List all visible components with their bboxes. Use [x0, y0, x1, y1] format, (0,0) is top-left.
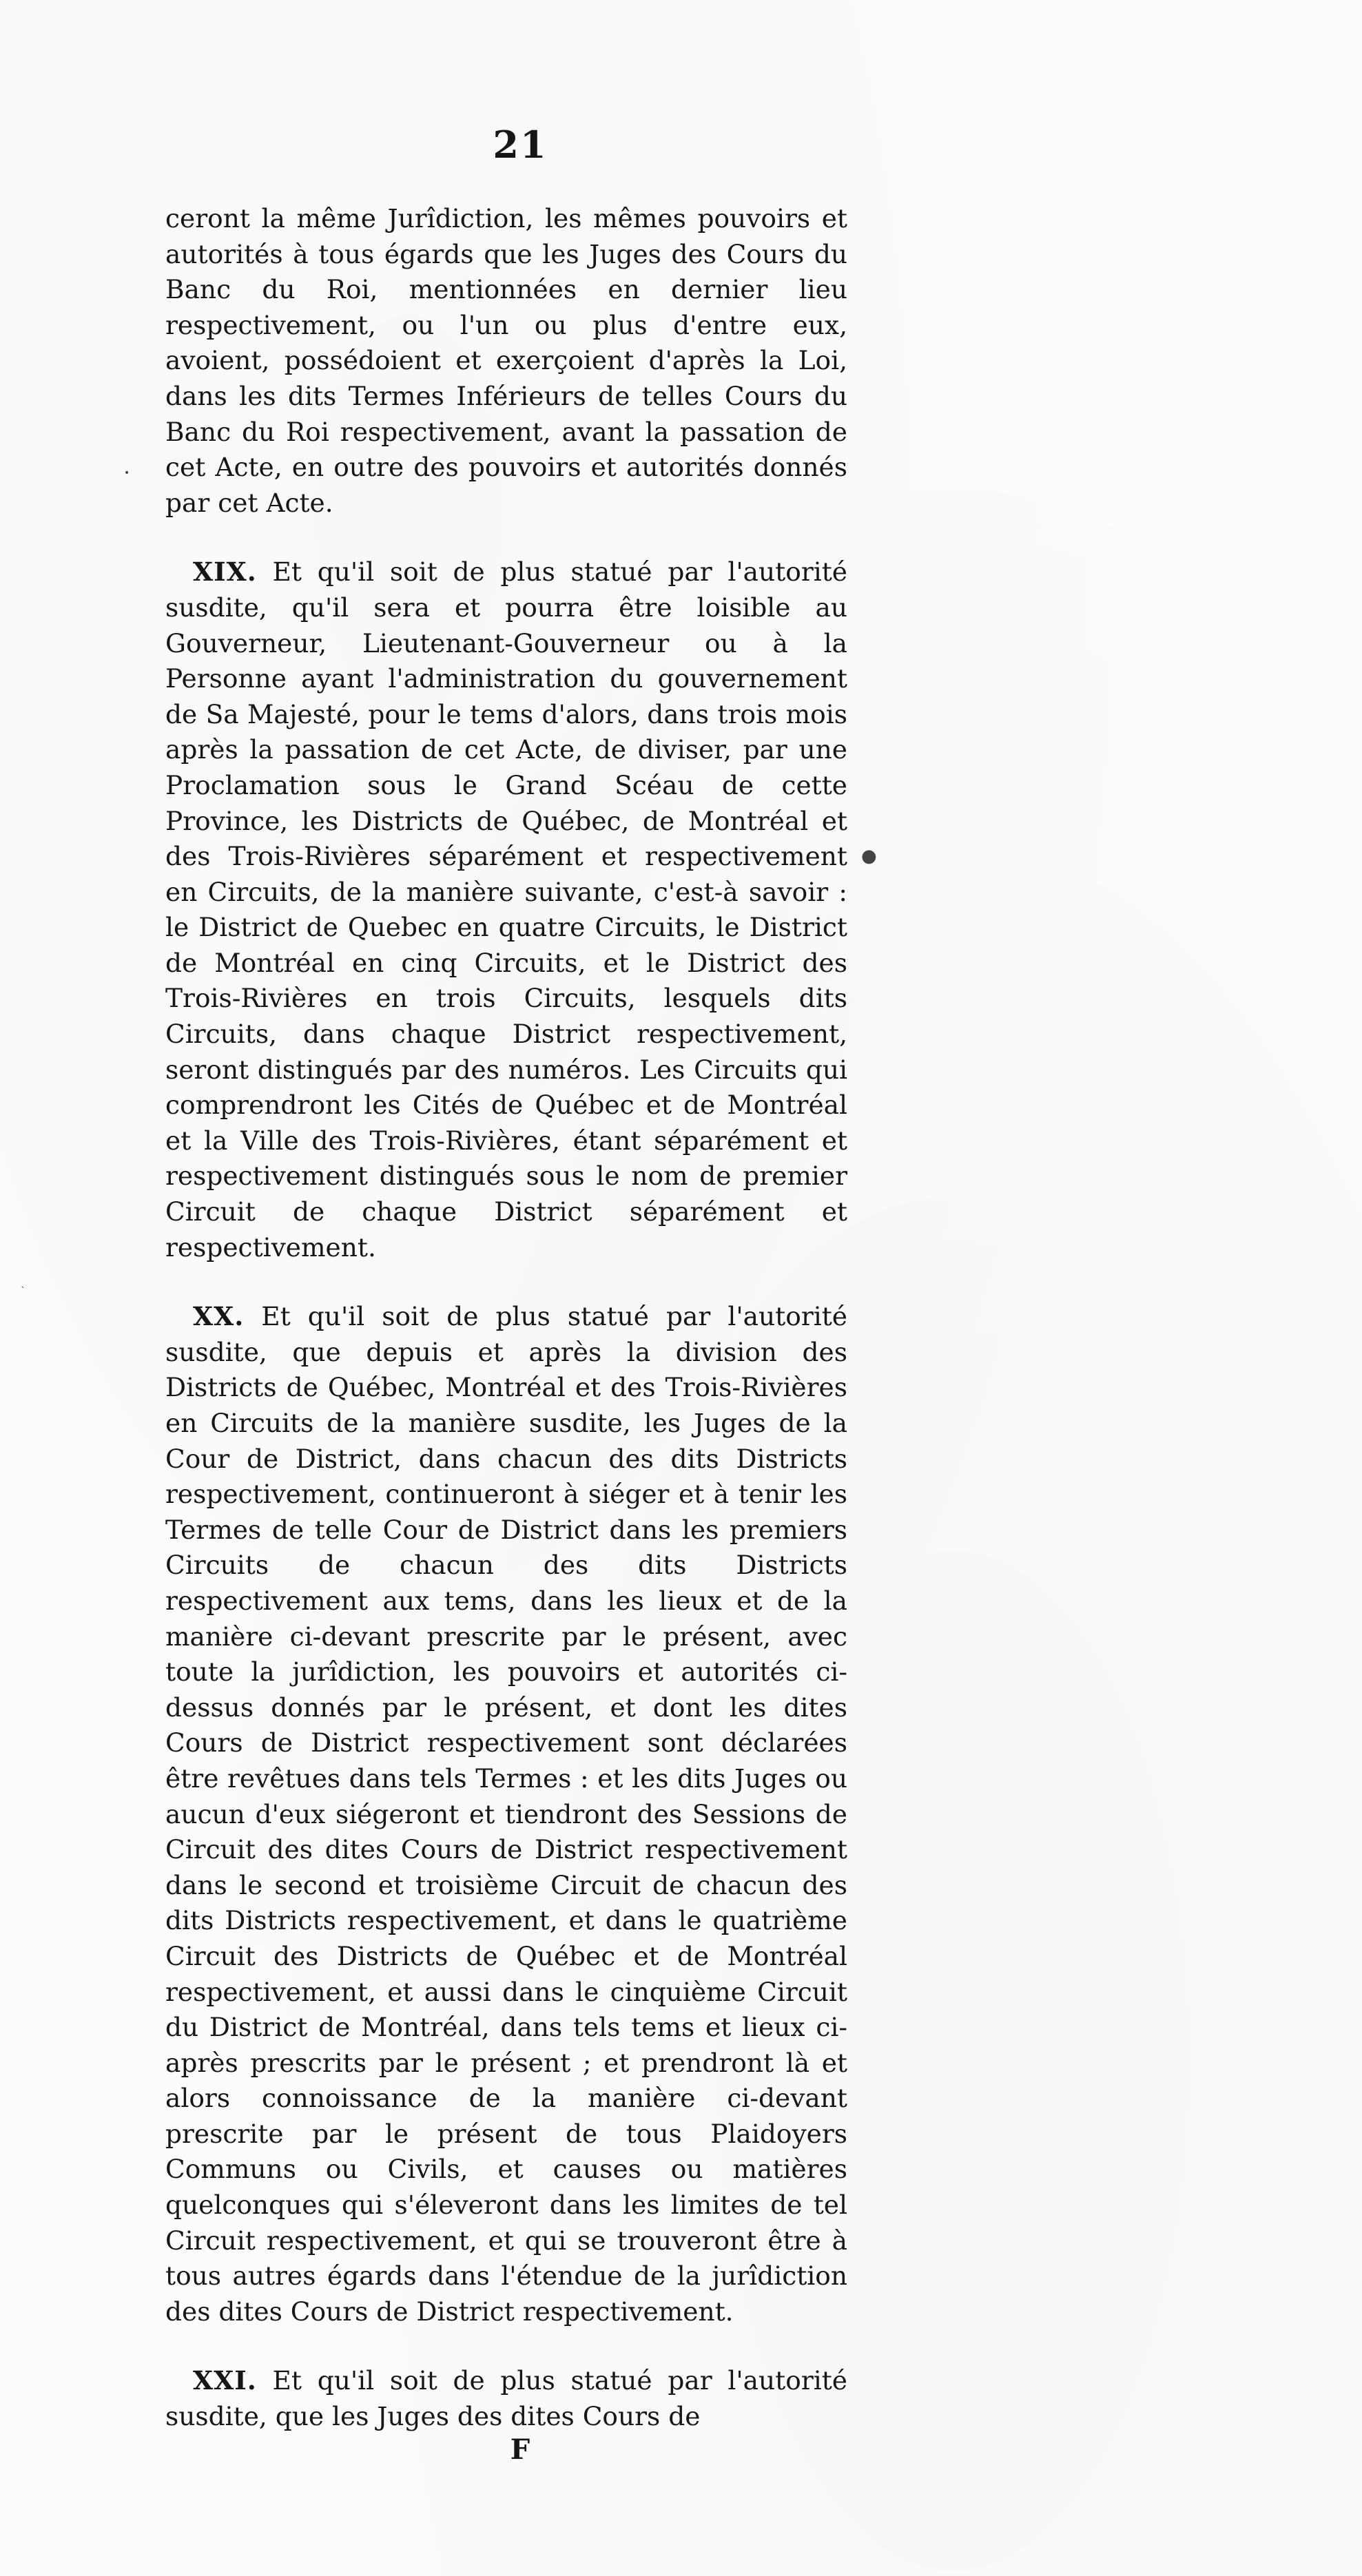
scan-speck-mark: ● [861, 846, 877, 866]
paragraph-continuation [165, 201, 847, 521]
paragraph-text: ceront la même Jurîdiction, les mêmes pouvoirs et autorités à tous égards que les Juges des Cours du Banc du Roi, mentionnées en dernier lieu respectivement, ou l'un ou plus d'entre eux, avoient, possédoient et exerçoient d'après la Loi, dans les dits Termes Inférieurs de telles Cours du Banc du Roi respectivement, avant la passation de cet Acte, en outre des pouvoirs et autorités donnés par cet Acte. [165, 203, 847, 518]
paragraph-text: Et qu'il soit de plus statué par l'autorité susdite, que les Juges des dites Cours de [165, 2365, 848, 2432]
section-number: XXI. [193, 2365, 257, 2396]
scan-speck-mark: • [124, 468, 130, 479]
section-number: XX. [193, 1301, 245, 1332]
page-number: 21 [493, 123, 548, 167]
paragraph-text: Et qu'il soit de plus statué par l'autorité susdite, que depuis et après la division des Districts de Québec, Montréal et des Trois-Rivières en Circuits de la manière susdite, les Juges de la Cour de District, dans chacun des dits Districts respectivement, continueront à siéger et à tenir les Termes de telle Cour de District dans les premiers Circuits de chacun des dits Districts respectivement aux tems, dans les lieux et de la manière ci-devant prescrite par le présent, avec toute la jurîdiction, les pouvoirs et autorités ci-dessus donnés par le présent, et dont les dites Cours de District respectivement sont déclarées être revêtues dans tels Termes : et les dits Juges ou aucun d'eux siégeront et tiendront des Sessions de Circuit des dites Cours de District respectivement dans le second et troisième Circuit de chacun des dits Districts respectivement, et dans le quatrième Circuit des Districts de Québec et de Montréal respectivement, et aussi dans le cinquième Circuit du District de Montréal, dans tels tems et lieux ci-après prescrits par le présent ; et prendront là et alors connoissance de la manière ci-devant prescrite par le présent de tous Plaidoyers Communs ou Civils, et causes ou matières quelconques qui s'éleveront dans les limites de tel Circuit respectivement, et qui se trouveront être à tous autres égards dans l'étendue de la jurîdiction des dites Cours de District respectivement. [165, 1301, 847, 2327]
text-column [165, 124, 847, 2464]
scan-speck-mark: ` [21, 1286, 25, 1297]
section-number: XIX. [193, 557, 257, 588]
paragraph-text: Et qu'il soit de plus statué par l'autorité susdite, qu'il sera et pourra être loisible au Gouverneur, Lieutenant-Gouverneur ou à la Personne ayant l'administration du gouvernement de Sa Majesté, pour le tems d'alors, dans trois mois après la passation de cet Acte, de diviser, par une Proclamation sous le Grand Scéau de cette Province, les Districts de Québec, de Montréal et des Trois-Rivières séparément et respectivement en Circuits, de la manière suivante, c'est-à savoir : le District de Quebec en quatre Circuits, le District de Montréal en cinq Circuits, et le District des Trois-Rivières en trois Circuits, lesquels dits Circuits, dans chaque District respectivement, seront distingués par des numéros. Les Circuits qui comprendront les Cités de Québec et de Montréal et la Ville des Trois-Rivières, étant séparément et respectivement distingués sous le nom de premier Circuit de chaque District séparément et respectivement. [165, 557, 848, 1263]
signature-mark: F [510, 2433, 530, 2466]
section-xxi [165, 2363, 847, 2434]
section-xix [165, 554, 847, 1265]
section-xx [165, 1299, 847, 2329]
